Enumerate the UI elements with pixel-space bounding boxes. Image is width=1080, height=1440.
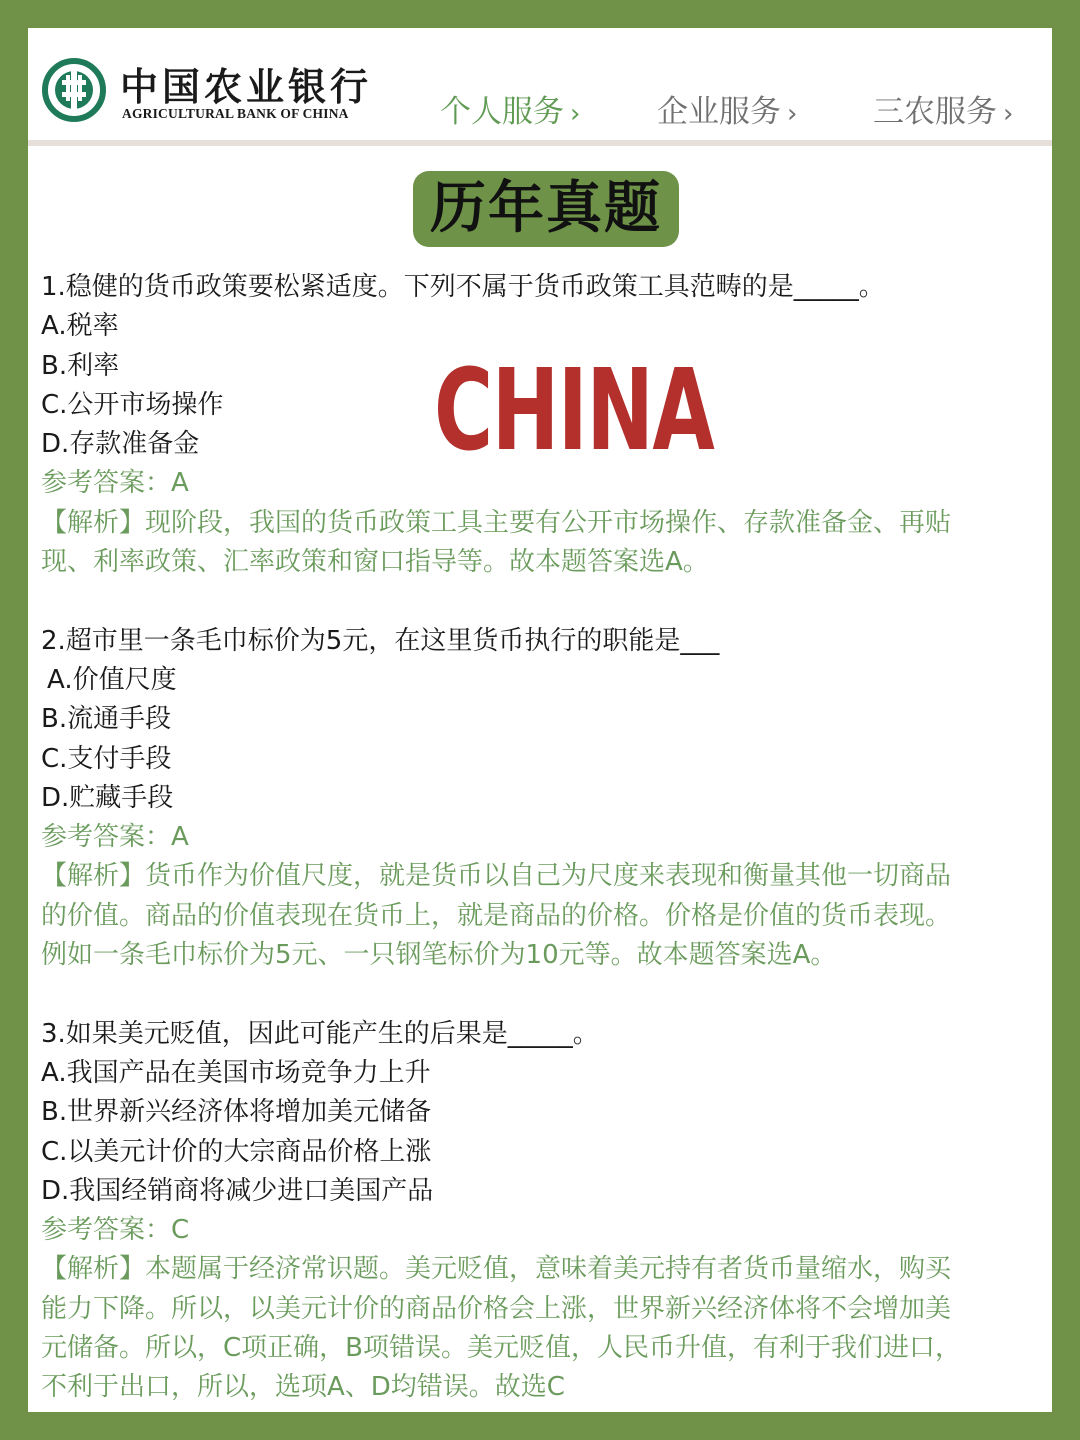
question-2-explanation-line: 【解析】货币作为价值尺度，就是货币以自己为尺度来表现和衡量其他一切商品 bbox=[41, 861, 952, 892]
china-watermark: CHINA bbox=[434, 346, 714, 476]
service-nav bbox=[28, 86, 1052, 130]
section-spacer bbox=[41, 582, 1041, 621]
question-2-option-c: C.支付手段 bbox=[41, 743, 172, 774]
question-2-option-d: D.贮藏手段 bbox=[41, 782, 174, 813]
question-2-option-a: A.价值尺度 bbox=[47, 664, 177, 695]
question-3-explanation-line: 不利于出口，所以，选项A、D均错误。故选C bbox=[41, 1372, 565, 1403]
chevron-right-icon: › bbox=[1003, 99, 1014, 129]
post-card bbox=[28, 28, 1052, 1412]
question-2-answer: 参考答案：A bbox=[41, 822, 189, 853]
question-1-option-b: B.利率 bbox=[41, 350, 120, 381]
question-2-explanation-line: 的价值。商品的价值表现在货币上，就是商品的价格。价格是价值的货币表现。 bbox=[41, 900, 952, 931]
question-2-stem: 2.超市里一条毛巾标价为5元，在这里货币执行的职能是___ bbox=[41, 625, 720, 656]
bank-name-en: AGRICULTURAL BANK OF CHINA bbox=[122, 106, 349, 121]
page-title: 历年真题 bbox=[413, 171, 679, 247]
nav-enterprise-label: 企业服务 bbox=[657, 94, 781, 130]
question-3-explanation-line: 【解析】本题属于经济常识题。美元贬值，意味着美元持有者货币量缩水，购买 bbox=[41, 1254, 952, 1285]
bank-header bbox=[28, 28, 1052, 140]
nav-agriculture-services[interactable] bbox=[873, 86, 1013, 131]
nav-personal-label: 个人服务 bbox=[440, 94, 564, 130]
question-3-answer: 参考答案：C bbox=[41, 1215, 190, 1246]
question-1-answer: 参考答案：A bbox=[41, 468, 189, 499]
question-1-explanation-line: 【解析】现阶段，我国的货币政策工具主要有公开市场操作、存款准备金、再贴 bbox=[41, 507, 952, 538]
question-1-option-c: C.公开市场操作 bbox=[41, 389, 224, 420]
question-3-explanation-line: 能力下降。所以，以美元计价的商品价格会上涨，世界新兴经济体将不会增加美 bbox=[41, 1293, 952, 1324]
question-3-stem: 3.如果美元贬值，因此可能产生的后果是_____。 bbox=[41, 1018, 599, 1049]
question-3-option-c: C.以美元计价的大宗商品价格上涨 bbox=[41, 1136, 432, 1167]
section-spacer bbox=[41, 975, 1041, 1014]
question-1-option-a: A.税率 bbox=[41, 311, 119, 342]
chevron-right-icon: › bbox=[570, 99, 581, 129]
nav-agriculture-label: 三农服务 bbox=[873, 94, 997, 130]
question-3-explanation-line: 元储备。所以，C项正确，B项错误。美元贬值，人民币升值，有利于我们进口， bbox=[41, 1333, 961, 1364]
question-list bbox=[41, 268, 1041, 1408]
question-3-option-b: B.世界新兴经济体将增加美元储备 bbox=[41, 1097, 432, 1128]
nav-personal-services[interactable] bbox=[440, 86, 580, 131]
question-1-stem: 1.稳健的货币政策要松紧适度。下列不属于货币政策工具范畴的是_____。 bbox=[41, 272, 885, 302]
question-3-option-a: A.我国产品在美国市场竞争力上升 bbox=[41, 1057, 431, 1088]
question-3-option-d: D.我国经销商将减少进口美国产品 bbox=[41, 1175, 434, 1206]
header-divider bbox=[28, 140, 1052, 146]
chevron-right-icon: › bbox=[787, 99, 798, 129]
bank-name-cn: 中国农业银行 bbox=[120, 64, 373, 109]
nav-enterprise-services[interactable] bbox=[657, 86, 797, 131]
question-2-option-b: B.流通手段 bbox=[41, 704, 172, 735]
question-1-option-d: D.存款准备金 bbox=[41, 429, 200, 460]
question-2-explanation-line: 例如一条毛巾标价为5元、一只钢笔标价为10元等。故本题答案选A。 bbox=[41, 940, 837, 971]
question-1-explanation-line: 现、利率政策、汇率政策和窗口指导等。故本题答案选A。 bbox=[41, 547, 709, 578]
